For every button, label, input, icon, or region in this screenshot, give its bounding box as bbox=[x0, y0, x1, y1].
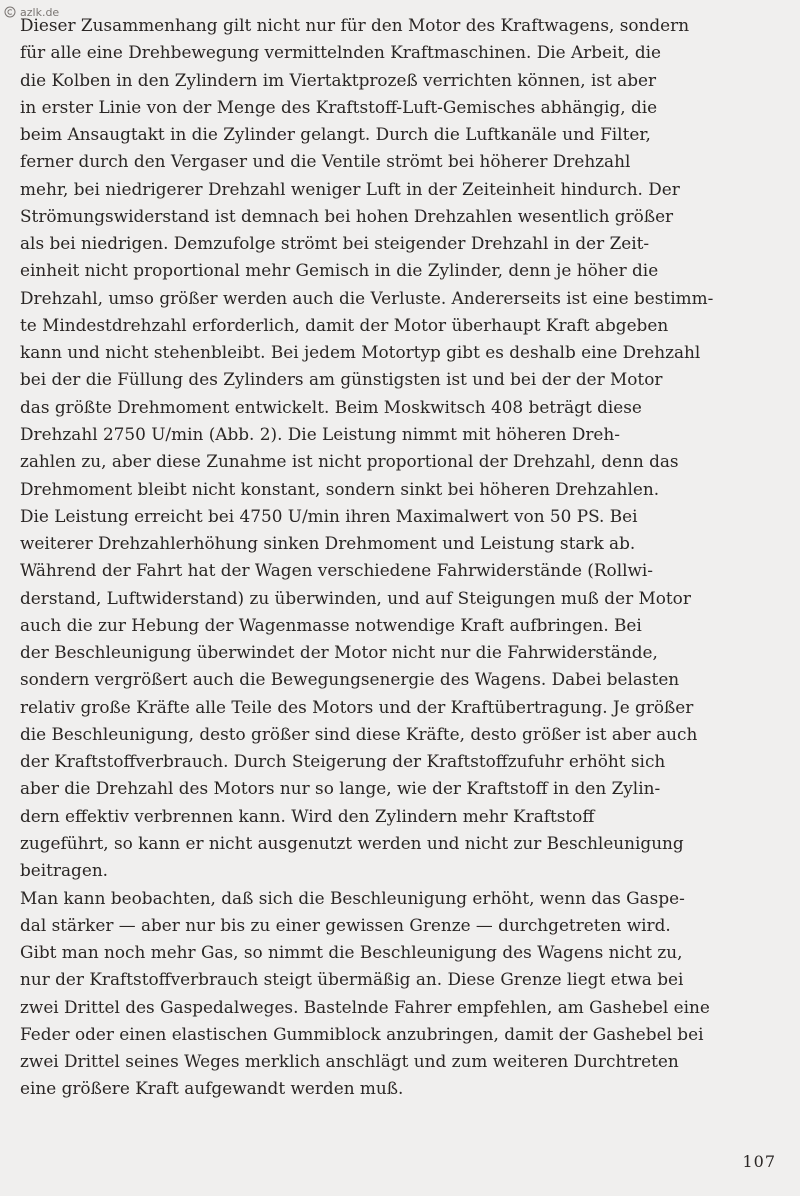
text-line: dern effektiv verbrennen kann. Wird den Zylindern mehr Kraftstoff bbox=[20, 805, 595, 826]
text-line: die Kolben in den Zylindern im Viertaktprozeß verrichten können, ist aber bbox=[20, 69, 657, 90]
text-line: derstand, Luftwiderstand) zu überwinden, und auf Steigungen muß der Motor bbox=[20, 587, 691, 608]
text-line: Drehzahl 2750 U/min (Abb. 2). Die Leistung nimmt mit höheren Dreh- bbox=[20, 423, 620, 444]
text-line: Während der Fahrt hat der Wagen verschiedene Fahrwiderstände (Rollwi- bbox=[20, 560, 654, 581]
text-line: der Beschleunigung überwindet der Motor nicht nur die Fahrwiderstände, bbox=[20, 642, 658, 663]
text-line: beim Ansaugtakt in die Zylinder gelangt. Durch die Luftkanäle und Filter, bbox=[20, 124, 651, 145]
text-line: beitragen. bbox=[20, 860, 109, 881]
text-line: dal stärker — aber nur bis zu einer gewissen Grenze — durchgetreten wird. bbox=[20, 914, 671, 935]
text-line: nur der Kraftstoffverbrauch steigt übermäßig an. Diese Grenze liegt etwa bei bbox=[20, 969, 684, 990]
text-line: sondern vergrößert auch die Bewegungsenergie des Wagens. Dabei belasten bbox=[20, 669, 680, 690]
text-line: Drehmoment bleibt nicht konstant, sondern sinkt bei höheren Drehzahlen. bbox=[20, 478, 660, 499]
text-line: Gibt man noch mehr Gas, so nimmt die Beschleunigung des Wagens nicht zu, bbox=[20, 942, 683, 963]
watermark-text: azlk.de bbox=[20, 5, 60, 19]
text-line: die Beschleunigung, desto größer sind diese Kräfte, desto größer ist aber auch bbox=[20, 723, 698, 744]
text-line: in erster Linie von der Menge des Kraftstoff-Luft-Gemisches abhängig, die bbox=[20, 96, 658, 117]
text-line: das größte Drehmoment entwickelt. Beim Moskwitsch 408 beträgt diese bbox=[20, 396, 642, 417]
text-line: Drehzahl, umso größer werden auch die Verluste. Andererseits ist eine bestimm- bbox=[20, 287, 714, 308]
text-line: zahlen zu, aber diese Zunahme ist nicht proportional der Drehzahl, denn das bbox=[20, 451, 679, 472]
text-line: zwei Drittel seines Weges merklich anschlägt und zum weiteren Durchtreten bbox=[20, 1051, 679, 1072]
text-line: aber die Drehzahl des Motors nur so lange, wie der Kraftstoff in den Zylin- bbox=[20, 778, 661, 799]
text-line: eine größere Kraft aufgewandt werden muß. bbox=[20, 1078, 404, 1099]
paragraph bbox=[20, 12, 786, 557]
text-line: te Mindestdrehzahl erforderlich, damit der Motor überhaupt Kraft abgeben bbox=[20, 314, 669, 335]
text-line: einheit nicht proportional mehr Gemisch in die Zylinder, denn je höher die bbox=[20, 260, 659, 281]
text-line: weiterer Drehzahlerhöhung sinken Drehmoment und Leistung stark ab. bbox=[20, 533, 636, 554]
text-line: relativ große Kräfte alle Teile des Motors und der Kraftübertragung. Je größer bbox=[20, 696, 694, 717]
text-line: Dieser Zusammenhang gilt nicht nur für den Motor des Kraftwagens, sondern bbox=[20, 15, 690, 35]
paragraph bbox=[20, 557, 786, 884]
page-number: 107 bbox=[742, 1152, 776, 1171]
copyright-icon bbox=[4, 6, 16, 18]
text-line: ferner durch den Vergaser und die Ventile strömt bei höherer Drehzahl bbox=[20, 151, 631, 172]
text-line: Man kann beobachten, daß sich die Beschleunigung erhöht, wenn das Gaspe- bbox=[20, 887, 685, 908]
text-line: für alle eine Drehbewegung vermittelnden Kraftmaschinen. Die Arbeit, die bbox=[20, 42, 662, 63]
text-line: zwei Drittel des Gaspedalweges. Bastelnde Fahrer empfehlen, am Gashebel eine bbox=[20, 996, 710, 1017]
paragraph bbox=[20, 885, 786, 1103]
text-line: mehr, bei niedrigerer Drehzahl weniger Luft in der Zeiteinheit hindurch. Der bbox=[20, 178, 680, 199]
text-line: auch die zur Hebung der Wagenmasse notwendige Kraft aufbringen. Bei bbox=[20, 614, 642, 635]
page-body bbox=[20, 12, 786, 1103]
text-line: Feder oder einen elastischen Gummiblock anzubringen, damit der Gashebel bei bbox=[20, 1023, 704, 1044]
text-line: kann und nicht stehenbleibt. Bei jedem Motortyp gibt es deshalb eine Drehzahl bbox=[20, 342, 701, 363]
text-line: Strömungswiderstand ist demnach bei hohen Drehzahlen wesentlich größer bbox=[20, 205, 674, 226]
text-line: bei der die Füllung des Zylinders am günstigsten ist und bei der der Motor bbox=[20, 369, 663, 390]
text-line: der Kraftstoffverbrauch. Durch Steigerung der Kraftstoffzufuhr erhöht sich bbox=[20, 751, 666, 772]
text-line: als bei niedrigen. Demzufolge strömt bei steigender Drehzahl in der Zeit- bbox=[20, 233, 650, 254]
text-line: Die Leistung erreicht bei 4750 U/min ihren Maximalwert von 50 PS. Bei bbox=[20, 505, 638, 526]
text-line: zugeführt, so kann er nicht ausgenutzt werden und nicht zur Beschleunigung bbox=[20, 832, 684, 853]
